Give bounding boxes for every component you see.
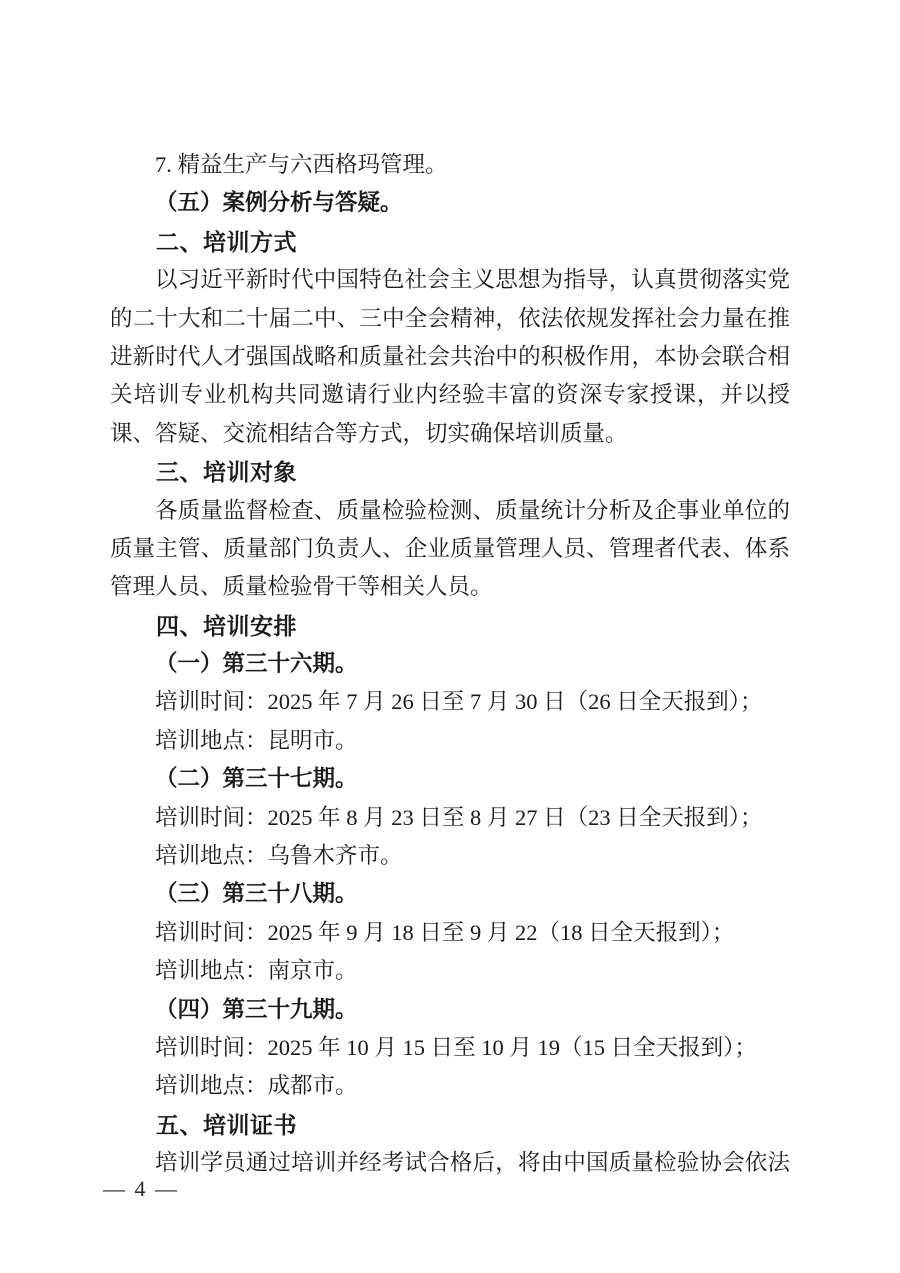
paragraph-line: 进新时代人才强国战略和质量社会共治中的积极作用，本协会联合相 bbox=[110, 343, 790, 369]
session-39-time: 培训时间：2025 年 10 月 15 日至 10 月 19（15 日全天报到）； bbox=[155, 1034, 757, 1060]
list-item-7: 7. 精益生产与六西格玛管理。 bbox=[155, 152, 448, 177]
session-heading-37: （二）第三十七期。 bbox=[155, 766, 358, 792]
paragraph-line: 管理人员、质量检验骨干等相关人员。 bbox=[110, 574, 493, 600]
session-37-location: 培训地点：乌鲁木齐市。 bbox=[155, 843, 403, 869]
session-heading-39: （四）第三十九期。 bbox=[155, 996, 358, 1022]
session-36-time: 培训时间：2025 年 7 月 26 日至 7 月 30 日（26 日全天报到）； bbox=[155, 689, 763, 715]
section-heading-training-method: 二、培训方式 bbox=[156, 228, 297, 255]
paragraph-line: 以习近平新时代中国特色社会主义思想为指导，认真贯彻落实党 bbox=[155, 267, 790, 293]
session-38-location: 培训地点：南京市。 bbox=[155, 958, 358, 984]
paragraph-line: 各质量监督检查、质量检验检测、质量统计分析及企事业单位的 bbox=[155, 497, 790, 523]
section-heading-training-audience: 三、培训对象 bbox=[156, 459, 297, 486]
session-37-time: 培训时间：2025 年 8 月 23 日至 8 月 27 日（23 日全天报到）； bbox=[155, 804, 763, 830]
paragraph-line: 关培训专业机构共同邀请行业内经验丰富的资深专家授课，并以授 bbox=[110, 382, 790, 408]
document-body bbox=[110, 146, 790, 1183]
session-38-time: 培训时间：2025 年 9 月 18 日至 9 月 22（18 日全天报到）； bbox=[155, 919, 735, 945]
paragraph-line: 课、答疑、交流相结合等方式，切实确保培训质量。 bbox=[110, 420, 628, 446]
session-39-location: 培训地点：成都市。 bbox=[155, 1073, 358, 1099]
page-number: — 4 — bbox=[103, 1176, 179, 1201]
session-heading-36: （一）第三十六期。 bbox=[155, 651, 358, 677]
session-36-location: 培训地点：昆明市。 bbox=[155, 727, 358, 753]
subheading-case-analysis: （五）案例分析与答疑。 bbox=[155, 190, 403, 216]
section-heading-training-schedule: 四、培训安排 bbox=[156, 612, 297, 639]
section-heading-training-certificate: 五、培训证书 bbox=[156, 1111, 297, 1138]
paragraph-line: 质量主管、质量部门负责人、企业质量管理人员、管理者代表、体系 bbox=[110, 535, 790, 561]
paragraph-line: 培训学员通过培训并经考试合格后，将由中国质量检验协会依法 bbox=[155, 1150, 790, 1176]
session-heading-38: （三）第三十八期。 bbox=[155, 881, 358, 907]
paragraph-line: 的二十大和二十届二中、三中全会精神，依法依规发挥社会力量在推 bbox=[110, 305, 790, 331]
